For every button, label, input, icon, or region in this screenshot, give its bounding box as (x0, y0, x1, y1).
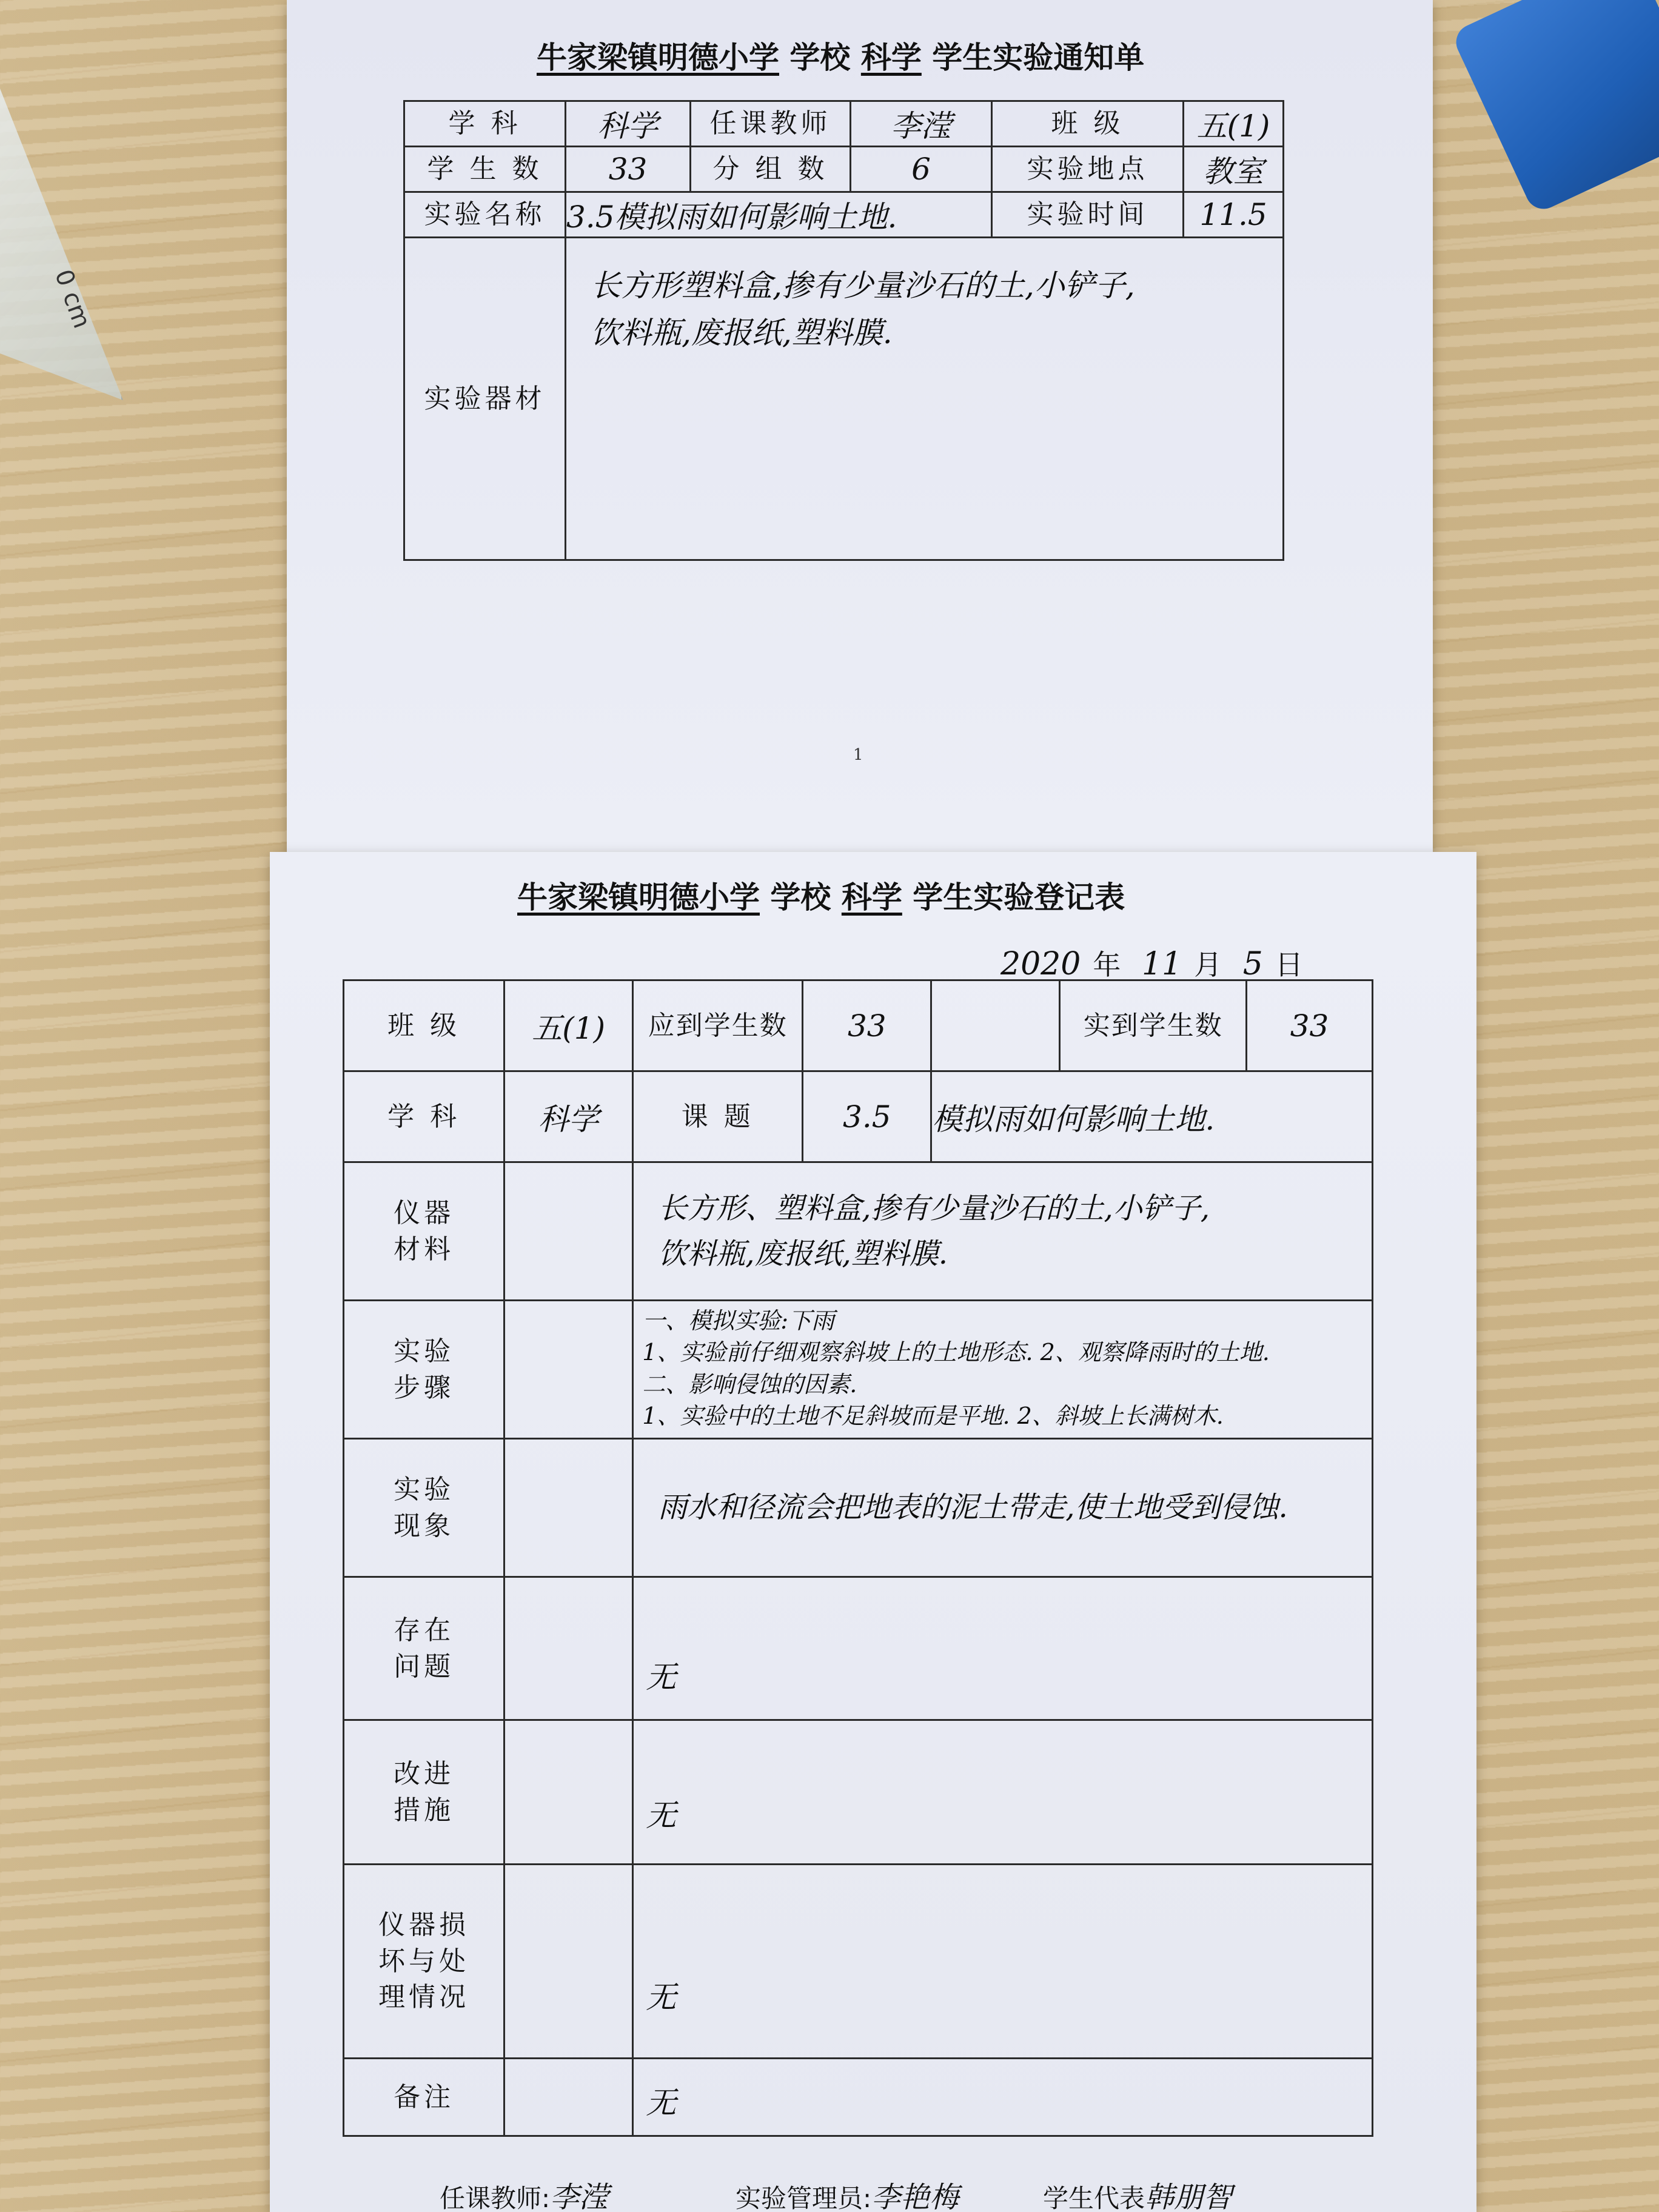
register-steps-line2: 1、实验前仔细观察斜坡上的土地形态. 2、观察降雨时的土地. (642, 1339, 1270, 1366)
register-problems-label-1: 存在 (394, 1615, 455, 1646)
notice-table (403, 100, 1284, 561)
notice-title-rest: 学生实验通知单 (932, 40, 1145, 75)
notice-equipment-line1: 长方形塑料盒,掺有少量沙石的土,小铲子, (591, 268, 1135, 303)
register-materials-label-1: 仪器 (394, 1198, 455, 1229)
register-materials-line1: 长方形、塑料盒,掺有少量沙石的土,小铲子, (658, 1191, 1210, 1226)
notice-exp-time-value: 11.5 (1184, 192, 1284, 238)
notice-exp-name-value: 3.5模拟雨如何影响土地. (566, 192, 992, 238)
register-steps-line1: 一、模拟实验:下雨 (642, 1307, 835, 1334)
register-date-year: 2020 (1000, 946, 1081, 982)
register-damage-label-3: 理情况 (378, 1982, 470, 2013)
register-expected-label: 应到学生数 (633, 980, 803, 1071)
notice-equipment-cell (566, 238, 1284, 560)
register-date-month: 11 (1141, 946, 1182, 982)
notice-groups-label: 分 组 数 (691, 147, 851, 192)
register-improve-value: 无 (646, 1797, 677, 1833)
register-blank-cell (931, 980, 1060, 1071)
notice-page-number: 1 (853, 746, 863, 764)
notice-teacher-value: 李滢 (851, 101, 992, 147)
register-steps-label-1: 实验 (394, 1336, 455, 1367)
ruler-cm-mark: 0 cm (49, 266, 96, 332)
register-title (517, 873, 1125, 917)
register-damage-label-1: 仪器损 (378, 1909, 470, 1941)
register-damage-label-2: 坏与处 (378, 1945, 470, 1977)
footer-admin (736, 2174, 959, 2212)
notice-students-value: 33 (566, 147, 691, 192)
register-damage-value: 无 (646, 1979, 677, 2015)
register-class-value: 五(1) (504, 980, 633, 1071)
notice-class-label: 班 级 (992, 101, 1184, 147)
register-damage-blank (504, 1865, 633, 2059)
footer-teacher-label: 任课教师: (440, 2184, 551, 2212)
register-steps-label-2: 步骤 (394, 1372, 455, 1403)
register-title-mid: 学校 (770, 880, 831, 915)
register-subject-label: 学 科 (344, 1071, 504, 1162)
register-actual-value: 33 (1247, 980, 1373, 1071)
notice-teacher-label: 任课教师 (691, 101, 851, 147)
notice-students-label: 学 生 数 (404, 147, 566, 192)
register-sheet (270, 852, 1476, 2212)
register-remarks-value: 无 (646, 2085, 677, 2120)
footer-student-label: 学生代表 (1043, 2184, 1145, 2212)
register-title-rest: 学生实验登记表 (913, 880, 1125, 915)
triangle-ruler (0, 42, 123, 400)
register-problems-blank (504, 1577, 633, 1720)
register-steps-value (634, 1301, 1372, 1436)
register-materials-label-2: 材料 (394, 1233, 455, 1265)
register-steps-blank (504, 1301, 633, 1439)
notice-title-subject: 科学 (860, 40, 922, 75)
register-title-subject: 科学 (841, 880, 902, 915)
notice-exp-time-label: 实验时间 (992, 192, 1184, 238)
register-phenomena-cell (633, 1439, 1373, 1577)
register-materials-blank (504, 1162, 633, 1301)
notice-title-mid: 学校 (789, 40, 851, 75)
notice-subject-value: 科学 (566, 101, 691, 147)
notice-exp-name-label: 实验名称 (404, 192, 566, 238)
register-phenomena-value: 雨水和径流会把地表的泥土带走,使土地受到侵蚀. (658, 1490, 1288, 1525)
register-improve-label-2: 措施 (394, 1794, 455, 1826)
register-table (343, 979, 1373, 2137)
notice-subject-label: 学 科 (404, 101, 566, 147)
register-date-month-unit: 月 (1194, 948, 1222, 981)
register-steps-cell (633, 1301, 1373, 1439)
register-phenomena-label-2: 现象 (394, 1510, 455, 1541)
register-topic-label: 课 题 (633, 1071, 803, 1162)
notice-groups-value: 6 (851, 147, 992, 192)
register-improve-blank (504, 1720, 633, 1865)
register-remarks-cell (633, 2059, 1373, 2136)
register-materials-line2: 饮料瓶,废报纸,塑料膜. (658, 1236, 948, 1271)
register-steps-label (344, 1301, 504, 1439)
notice-sheet (287, 0, 1433, 858)
notice-equipment-line2: 饮料瓶,废报纸,塑料膜. (591, 315, 893, 350)
register-steps-line4: 1、实验中的土地不足斜坡而是平地. 2、斜坡上长满树木. (642, 1403, 1224, 1430)
register-steps-line3: 二、影响侵蚀的因素. (642, 1370, 857, 1398)
footer-student (1043, 2174, 1232, 2212)
register-problems-value: 无 (646, 1659, 677, 1695)
notice-class-value: 五(1) (1184, 101, 1284, 147)
register-phenomena-label-1: 实验 (394, 1474, 455, 1506)
register-damage-cell (633, 1865, 1373, 2059)
register-improve-label (344, 1720, 504, 1865)
notice-location-label: 实验地点 (992, 147, 1184, 192)
register-problems-label (344, 1577, 504, 1720)
footer-student-signature: 韩朋智 (1145, 2180, 1233, 2212)
register-phenomena-label (344, 1439, 504, 1577)
register-date (988, 943, 1303, 983)
register-class-label: 班 级 (344, 980, 504, 1071)
notice-equipment-value (566, 238, 1282, 369)
register-remarks-blank (504, 2059, 633, 2136)
register-remarks-label: 备注 (344, 2059, 504, 2136)
register-improve-label-1: 改进 (394, 1758, 455, 1790)
register-topic-value: 模拟雨如何影响土地. (931, 1071, 1373, 1162)
register-phenomena-blank (504, 1439, 633, 1577)
register-title-school: 牛家梁镇明德小学 (517, 880, 760, 915)
notice-location-value: 教室 (1184, 147, 1284, 192)
register-improve-cell (633, 1720, 1373, 1865)
footer-teacher (440, 2174, 608, 2212)
register-problems-cell (633, 1577, 1373, 1720)
footer-teacher-signature: 李滢 (550, 2180, 609, 2212)
notice-equipment-label: 实验器材 (404, 238, 566, 560)
register-date-year-unit: 年 (1093, 948, 1121, 981)
register-date-day: 5 (1242, 946, 1263, 982)
pencil-case (1450, 0, 1659, 215)
register-damage-label (344, 1865, 504, 2059)
register-expected-value: 33 (803, 980, 931, 1071)
register-materials-label (344, 1162, 504, 1301)
register-actual-label: 实到学生数 (1060, 980, 1247, 1071)
notice-title (537, 33, 1144, 77)
register-date-day-unit: 日 (1275, 948, 1303, 981)
register-materials-value (634, 1174, 1372, 1289)
register-materials-cell (633, 1162, 1373, 1301)
footer-admin-label: 实验管理员: (736, 2184, 872, 2212)
notice-title-school: 牛家梁镇明德小学 (537, 40, 779, 75)
footer-admin-signature: 李艳梅 (871, 2180, 959, 2212)
register-topic-number: 3.5 (803, 1071, 931, 1162)
register-subject-value: 科学 (504, 1071, 633, 1162)
register-problems-label-2: 问题 (394, 1651, 455, 1682)
